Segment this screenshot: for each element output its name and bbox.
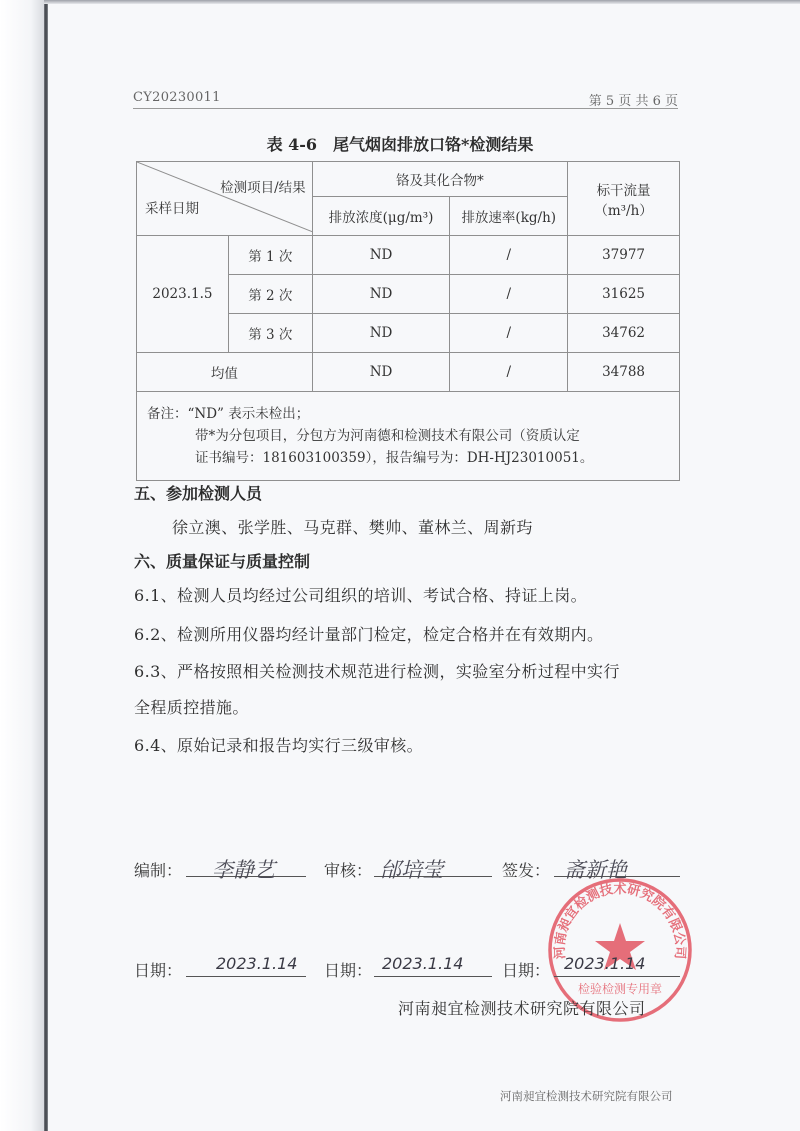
reviewed-signature: 邰培莹 [380,858,443,882]
sample-date-cell: 2023.1.5 [137,236,229,353]
section-personnel-title: 五、参加检测人员 [134,484,263,503]
page-header [133,88,678,109]
reviewed-date-line [374,976,492,977]
compiled-date-line [186,976,306,977]
table-note [137,392,680,481]
row-label: 第 3 次 [228,314,312,353]
page-footer: 河南昶宜检测技术研究院有限公司 [500,1089,673,1103]
table-row-average [137,353,680,392]
table-title: 表 4-6 尾气烟囱排放口铬*检测结果 [266,135,534,154]
concentration-value: ND [312,314,450,353]
document-id: CY20230011 [133,90,221,105]
note-label: 备注： [147,406,188,422]
header-concentration: 排放浓度(μg/m³) [312,197,450,236]
header-sampling-date: 采样日期 [145,201,199,217]
diagonal-header-cell [137,162,313,236]
row-label: 第 1 次 [228,236,312,275]
rate-value: / [450,236,568,275]
flow-value: 37977 [568,236,680,275]
issued-signature: 斋新艳 [564,858,627,882]
average-flow: 34788 [568,353,680,392]
quality-item-6-3-cont: 全程质控措施。 [134,698,249,717]
date-row [134,954,694,980]
reviewed-date: 2023.1.14 [382,954,464,973]
company-signature: 河南昶宜检测技术研究院有限公司 [398,999,646,1018]
average-rate: / [450,353,568,392]
scan-page-edge [44,0,48,1131]
note-line-2: 带*为分包项目，分包方为河南德和检测技术有限公司（资质认定 [195,428,580,444]
table-row [137,236,680,275]
quality-item-6-3: 6.3、严格按照相关检测技术规范进行检测，实验室分析过程中实行 [134,662,620,681]
page-number: 第 5 页 共 6 页 [588,94,678,109]
header-flow [568,162,680,236]
quality-item-6-1: 6.1、检测人员均经过公司组织的培训、考试合格、持证上岗。 [134,586,588,605]
header-rate: 排放速率(kg/h) [450,197,568,236]
compiled-signature: 李静艺 [212,858,275,882]
table-header-row [137,162,680,197]
compiled-label: 编制： [134,861,183,880]
issued-date-label: 日期： [502,961,551,980]
personnel-list: 徐立澳、张学胜、马克群、樊帅、董林兰、周新玙 [172,518,533,537]
note-line-1: “ND” 表示未检出； [187,406,310,422]
section-quality-title: 六、质量保证与质量控制 [134,552,311,571]
rate-value: / [450,314,568,353]
compiled-date-label: 日期： [134,961,183,980]
note-line-3: 证书编号：181603100359），报告编号为：DH-HJ23010051。 [195,450,594,466]
header-flow-unit: （m³/h） [594,202,653,219]
header-chromium: 铬及其化合物* [312,162,567,197]
issued-date-line [554,976,680,977]
average-label: 均值 [137,353,313,392]
flow-value: 31625 [568,275,680,314]
average-concentration: ND [312,353,450,392]
header-items-results: 检测项目/结果 [220,180,306,196]
concentration-value: ND [312,275,450,314]
quality-item-6-4: 6.4、原始记录和报告均实行三级审核。 [134,736,424,755]
flow-value: 34762 [568,314,680,353]
results-table [136,161,680,481]
row-label: 第 2 次 [228,275,312,314]
reviewed-date-label: 日期： [324,961,373,980]
issued-label: 签发： [502,861,551,880]
table-note-row [137,392,680,481]
reviewed-label: 审核： [324,861,373,880]
quality-item-6-2: 6.2、检测所用仪器均经计量部门检定，检定合格并在有效期内。 [134,625,604,644]
seal-inner-text: 检验检测专用章 [577,982,663,996]
concentration-value: ND [312,236,450,275]
seal-outer-text: 河南昶宜检测技术研究院有限公司 [552,881,688,960]
header-flow-label: 标干流量 [596,182,651,199]
rate-value: / [450,275,568,314]
scan-top-edge [44,0,800,4]
compiled-date: 2023.1.14 [216,954,298,973]
issued-date: 2023.1.14 [564,954,646,973]
scan-margin [0,0,44,1131]
